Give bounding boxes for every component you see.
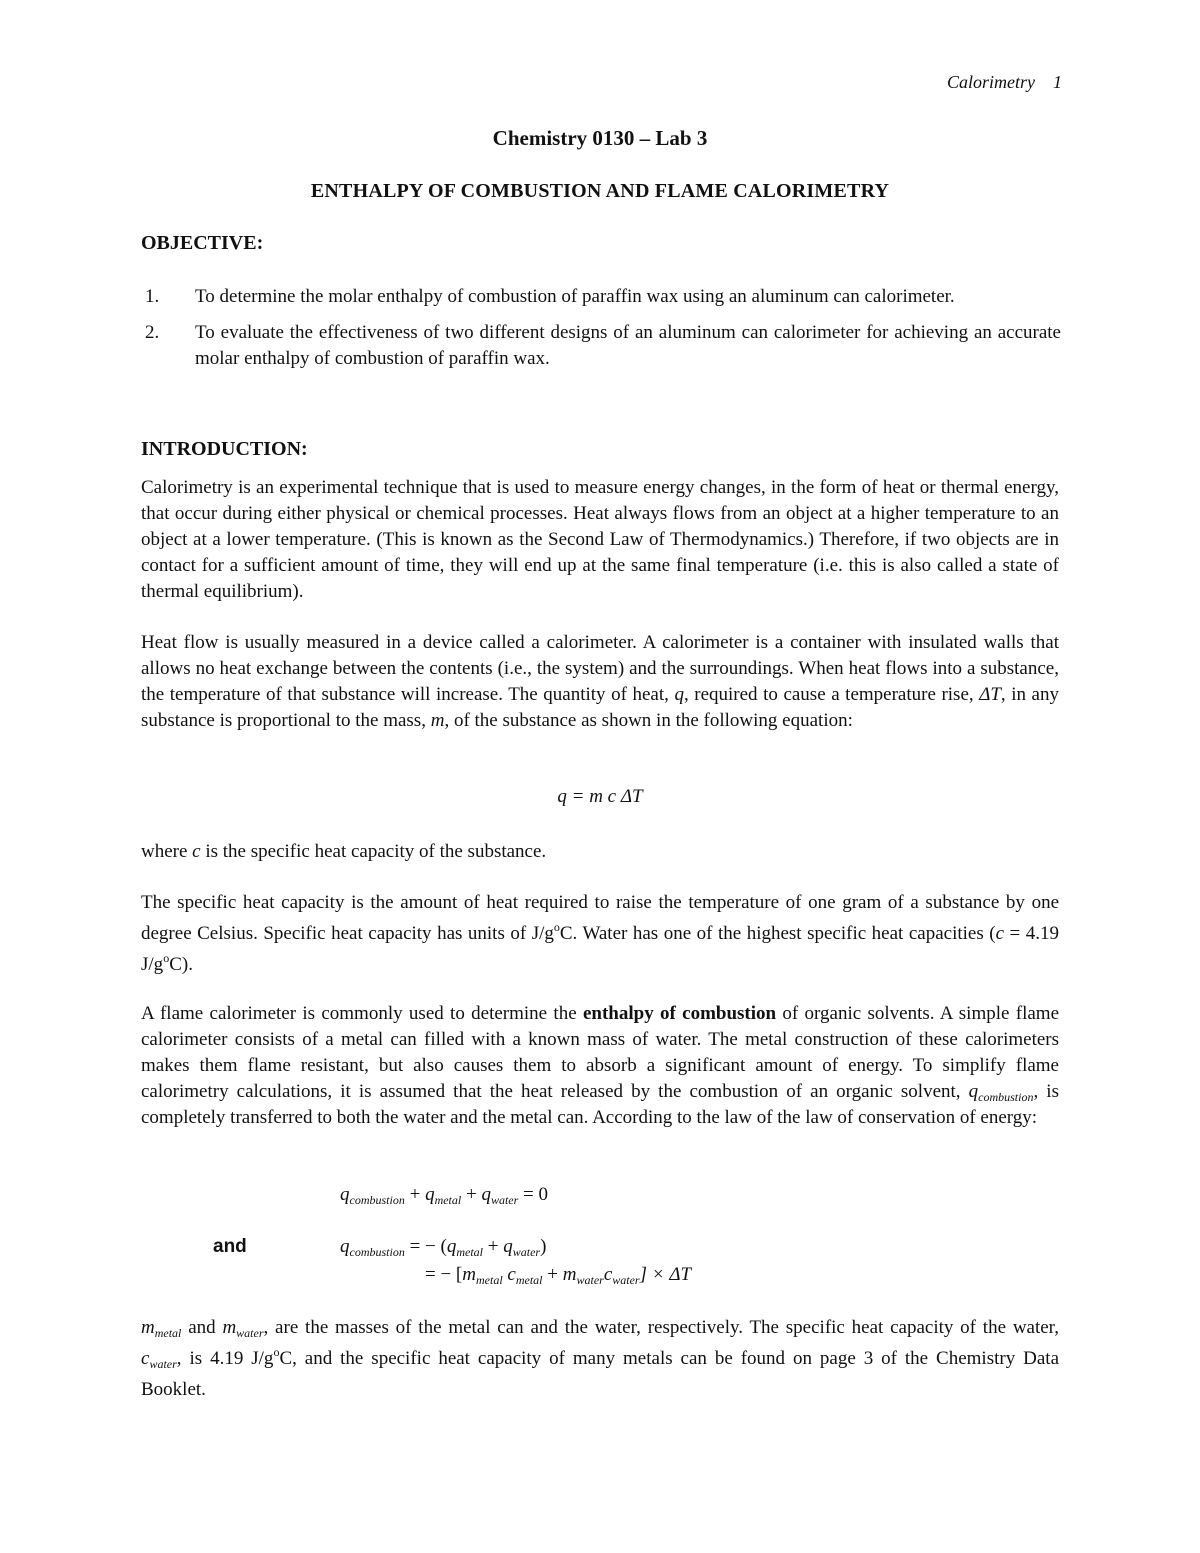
intro-paragraph-3: where c is the specific heat capacity of the substance. xyxy=(141,841,547,862)
objective-number: 2. xyxy=(145,322,160,343)
objective-text: To determine the molar enthalpy of combustion of paraffin wax using an aluminum can calorimeter. xyxy=(195,286,955,307)
page-number: 1 xyxy=(1053,72,1062,92)
running-title: Calorimetry xyxy=(947,72,1035,92)
combustion-heat-expanded-equation: = − [$m_{metal}$ $c_{metal} + m_{water}c_{water}] \times \Delta T$ xyxy=(425,1264,692,1287)
combustion-heat-equation: $q_{combustion}$ = − $(q_{metal} + q_{water})$ xyxy=(340,1236,547,1259)
objective-list xyxy=(141,284,1061,382)
introduction-heading: INTRODUCTION: xyxy=(141,438,308,460)
intro-paragraph-2: Heat flow is usually measured in a device called a calorimeter. A calorimeter is a container with insulated walls that allows no heat exchange between the contents (i.e., the system) and the surroundings. When heat flows into a substance, the temperature of that substance will increase. The quantity of heat, q, required to cause a temperature rise, ΔT, in any substance is proportional to the mass, m, of the substance as shown in the following equation: xyxy=(141,632,1059,731)
objective-item xyxy=(141,320,1061,372)
conservation-equation: $q_{combustion} + q_{metal} + q_{water} = 0$ xyxy=(340,1184,549,1207)
lab-subtitle: ENTHALPY OF COMBUSTION AND FLAME CALORIMETRY xyxy=(310,180,890,202)
running-header xyxy=(947,72,1062,93)
lab-title: Chemistry 0130 – Lab 3 xyxy=(492,126,708,150)
intro-paragraph-1: Calorimetry is an experimental technique that is used to measure energy changes, in the form of heat or thermal energy, that occur during either physical or chemical processes. Heat always flows from an object at a higher temperature to an object at a lower temperature. (This is known as the Second Law of Thermodynamics.) Therefore, if two objects are in contact for a sufficient amount of time, they will end up at the same final temperature (i.e. this is also called a state of thermal equilibrium). xyxy=(141,477,1059,602)
objective-number: 1. xyxy=(145,286,160,307)
and-label: and xyxy=(213,1236,247,1257)
objective-item xyxy=(141,284,1061,310)
intro-paragraph-5: A flame calorimeter is commonly used to determine the enthalpy of combustion of organic solvents. A simple flame calorimeter consists of a metal can filled with a known mass of water. The metal construction of these calorimeters makes them flame resistant, but also causes them to absorb a significant amount of energy. To simplify flame calorimetry calculations, it is assumed that the heat released by the combustion of an organic solvent, $q_{combustion}$, is completely transferred to both the water and the metal can. According to the law of the law of conservation of energy: xyxy=(141,1003,1059,1128)
objective-text: To evaluate the effectiveness of two different designs of an aluminum can calorimeter for achieving an accurate molar enthalpy of combustion of paraffin wax. xyxy=(195,322,1061,369)
heat-equation: q = m c ΔT xyxy=(557,786,643,807)
intro-paragraph-4: The specific heat capacity is the amount of heat required to raise the temperature of one gram of a substance by one degree Celsius. Specific heat capacity has units of $J/g^oC$. Water has one of the highest specific heat capacities (c = 4.19 $J/g^oC$). xyxy=(141,892,1060,975)
objective-heading: OBJECTIVE: xyxy=(141,232,264,254)
intro-paragraph-6: $m_{metal}$ and $m_{water}$, are the masses of the metal can and the water, respectively. The specific heat capacity of the water, $c_{water}$, is 4.19 $J/g^oC$, and the specific heat capacity of many metals can be found on page 3 of the Chemistry Data Booklet. xyxy=(141,1317,1060,1400)
